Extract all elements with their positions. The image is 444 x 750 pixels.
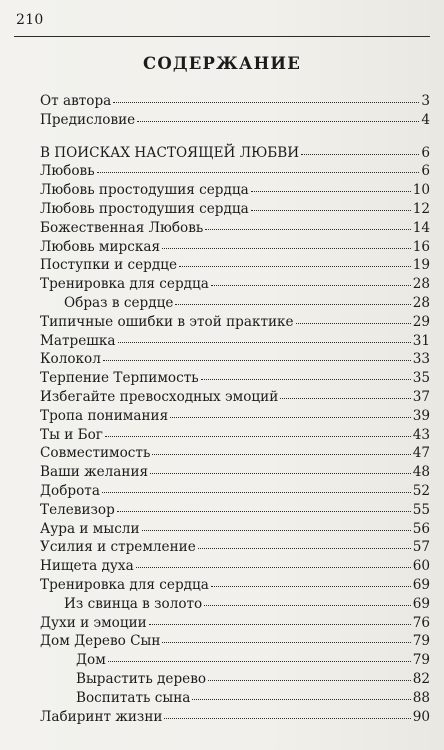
- toc-entry-title: Телевизор: [40, 501, 115, 518]
- dot-leader: [102, 492, 411, 493]
- toc-entry-page: 28: [412, 294, 430, 311]
- dot-leader: [251, 210, 411, 211]
- toc-entry-page: 82: [412, 670, 430, 687]
- toc-entry: [40, 145, 430, 164]
- toc-entry-title: Тропа понимания: [40, 407, 169, 424]
- dot-leader: [164, 718, 410, 719]
- toc-entry-title: Любовь простодушия сердца: [40, 182, 249, 199]
- toc-entry-title: Терпение Терпимость: [40, 370, 199, 387]
- toc-entry-page: 29: [412, 313, 430, 330]
- dot-leader: [201, 379, 411, 380]
- toc-entry-title: Вырастить дерево: [76, 670, 207, 687]
- toc-entry: [40, 276, 430, 295]
- toc-entry-title: Тренировка для сердца: [40, 276, 209, 293]
- toc-entry-page: 28: [412, 276, 430, 293]
- toc-entry-page: 69: [412, 595, 430, 612]
- toc-entry: [40, 539, 430, 558]
- toc-entry-page: 48: [412, 464, 430, 481]
- toc-entry-title: Тренировка для сердца: [40, 576, 209, 593]
- dot-leader: [118, 342, 411, 343]
- dot-leader: [198, 548, 411, 549]
- toc-entry-page: 12: [412, 200, 430, 217]
- toc-entry-title: В ПОИСКАХ НАСТОЯЩЕЙ ЛЮБВИ: [40, 144, 300, 161]
- toc-entry: [40, 370, 430, 389]
- toc-entry: [40, 427, 430, 446]
- toc-entry: [40, 652, 430, 671]
- toc-entry-page: 55: [412, 501, 430, 518]
- header-rule: [14, 36, 430, 37]
- dot-leader: [149, 624, 411, 625]
- toc-entry-title: Совместимость: [40, 445, 151, 462]
- toc-entry: [40, 615, 430, 634]
- toc-entry-title: Ты и Бог: [40, 426, 103, 443]
- toc-entry-page: 39: [412, 407, 430, 424]
- toc-entry-title: Матрешка: [40, 332, 116, 349]
- toc-entry-title: Дом: [76, 652, 106, 669]
- toc-entry-page: 43: [412, 426, 430, 443]
- toc-entry: [40, 257, 430, 276]
- toc-entry: [40, 445, 430, 464]
- dot-leader: [204, 605, 410, 606]
- dot-leader: [208, 680, 411, 681]
- toc-entry: [40, 709, 430, 728]
- toc-entry: [40, 163, 430, 182]
- toc-entry-title: Образ в сердце: [64, 294, 174, 311]
- toc-entry-page: 4: [421, 111, 430, 128]
- toc-entry: [40, 633, 430, 652]
- toc-entry-page: 37: [412, 388, 430, 405]
- toc-entry-title: Колокол: [40, 351, 101, 368]
- toc-entry-title: Аура и мысли: [40, 520, 140, 537]
- toc-entry-title: Лабиринт жизни: [40, 708, 163, 725]
- toc-entry-page: 76: [412, 614, 430, 631]
- dot-leader: [117, 511, 411, 512]
- dot-leader: [251, 191, 411, 192]
- dot-leader: [137, 121, 419, 122]
- dot-leader: [179, 266, 411, 267]
- dot-leader: [280, 398, 410, 399]
- toc-entry-title: Воспитать сына: [76, 689, 191, 706]
- toc-entry-title: Из свинца в золото: [64, 595, 203, 612]
- toc-entry-title: Любовь простодушия сердца: [40, 200, 249, 217]
- toc-entry-title: Духи и эмоции: [40, 614, 147, 631]
- toc-entry: [40, 182, 430, 201]
- toc-entry-page: 69: [412, 576, 430, 593]
- toc-entry: [40, 690, 430, 709]
- dot-leader: [97, 172, 420, 173]
- toc-entry-title: Ваши желания: [40, 464, 149, 481]
- toc-entry: [40, 558, 430, 577]
- dot-leader: [296, 323, 411, 324]
- toc-entry: [40, 464, 430, 483]
- toc-entry-page: 31: [412, 332, 430, 349]
- toc-entry-title: Усилия и стремление: [40, 539, 196, 556]
- toc-entry-page: 79: [412, 633, 430, 650]
- toc-entry-page: 56: [412, 520, 430, 537]
- dot-leader: [211, 586, 411, 587]
- toc-entry-page: 14: [412, 219, 430, 236]
- toc-entry: [40, 314, 430, 333]
- dot-leader: [162, 642, 410, 643]
- toc-entry-title: Избегайте превосходных эмоций: [40, 388, 279, 405]
- dot-leader: [142, 530, 411, 531]
- toc-entry: [40, 112, 430, 131]
- dot-leader: [211, 285, 411, 286]
- toc-entry-title: Типичные ошибки в этой практике: [40, 313, 294, 330]
- toc-entry: [40, 220, 430, 239]
- toc-entry: [40, 295, 430, 314]
- section-gap: [40, 131, 430, 145]
- dot-leader: [150, 473, 411, 474]
- toc-entry-page: 79: [412, 652, 430, 669]
- toc-entry: [40, 201, 430, 220]
- dot-leader: [170, 417, 411, 418]
- dot-leader: [105, 436, 411, 437]
- dot-leader: [136, 567, 411, 568]
- toc-entry-page: 6: [421, 144, 430, 161]
- page-title: СОДЕРЖАНИЕ: [142, 54, 301, 73]
- dot-leader: [192, 699, 410, 700]
- toc-entry-page: 10: [412, 182, 430, 199]
- toc-entry-page: 90: [412, 708, 430, 725]
- toc-entry: [40, 671, 430, 690]
- toc-entry-page: 60: [412, 558, 430, 575]
- toc-entry-title: Любовь мирская: [40, 238, 161, 255]
- toc-entry-title: Божественная Любовь: [40, 219, 204, 236]
- toc-entry-title: Доброта: [40, 482, 100, 499]
- toc-entry: [40, 239, 430, 258]
- dot-leader: [103, 360, 411, 361]
- toc-entry: [40, 521, 430, 540]
- toc-entry-page: 47: [412, 445, 430, 462]
- toc-entry-title: От автора: [40, 93, 112, 109]
- toc-entry-page: 52: [412, 482, 430, 499]
- toc-entry: [40, 93, 430, 112]
- toc-entry-title: Любовь: [40, 163, 95, 180]
- toc-entry: [40, 389, 430, 408]
- toc-entry-page: 16: [412, 238, 430, 255]
- dot-leader: [175, 304, 410, 305]
- table-of-contents: [40, 93, 430, 727]
- dot-leader: [152, 454, 410, 455]
- toc-entry: [40, 483, 430, 502]
- toc-entry-title: Нищета духа: [40, 558, 134, 575]
- dot-leader: [301, 154, 419, 155]
- toc-entry-page: 88: [412, 689, 430, 706]
- toc-entry: [40, 333, 430, 352]
- page-number: 210: [16, 12, 44, 28]
- dot-leader: [113, 102, 419, 103]
- toc-entry-page: 19: [412, 257, 430, 274]
- dot-leader: [162, 248, 411, 249]
- toc-entry: [40, 502, 430, 521]
- toc-entry-page: 57: [412, 539, 430, 556]
- toc-entry: [40, 408, 430, 427]
- toc-entry: [40, 351, 430, 370]
- toc-entry-title: Поступки и сердце: [40, 257, 178, 274]
- toc-entry-page: 35: [412, 370, 430, 387]
- toc-entry-page: 33: [412, 351, 430, 368]
- dot-leader: [108, 661, 411, 662]
- toc-entry-page: 6: [421, 163, 430, 180]
- toc-entry-title: Предисловие: [40, 111, 136, 128]
- toc-entry: [40, 596, 430, 615]
- toc-entry-page: 3: [421, 93, 430, 109]
- toc-entry: [40, 577, 430, 596]
- toc-entry-title: Дом Дерево Сын: [40, 633, 161, 650]
- dot-leader: [205, 229, 410, 230]
